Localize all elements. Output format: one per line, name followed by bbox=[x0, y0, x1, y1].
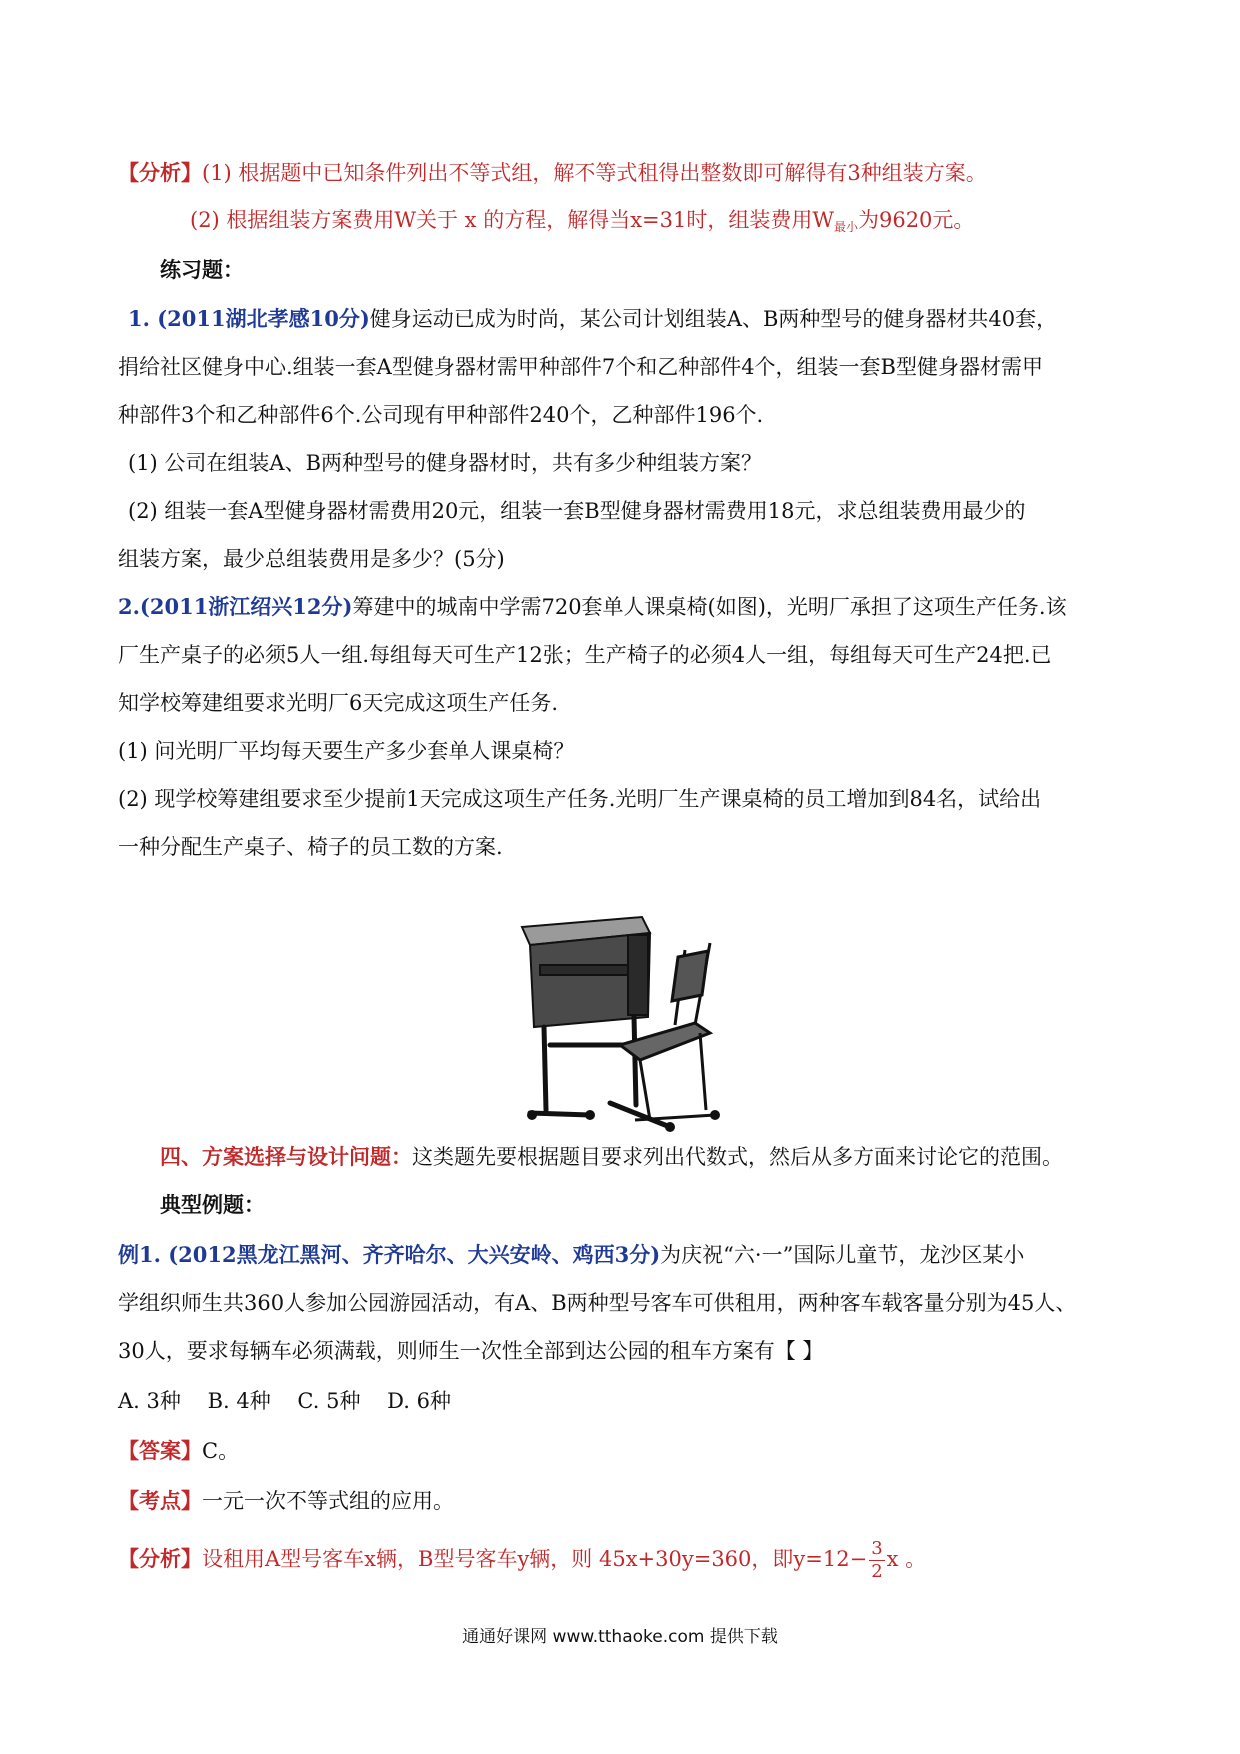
q1-part-2a: (2) 组装一套A型健身器材需费用20元，组装一套B型健身器材需费用18元，求总组装费用最少的 bbox=[128, 499, 1026, 523]
analysis-tag: 【分析】 bbox=[118, 160, 202, 185]
section4-title: 四、方案选择与设计问题： bbox=[160, 1144, 412, 1169]
typical-title: 典型例题： bbox=[160, 1192, 265, 1217]
desk-chair-image bbox=[510, 905, 742, 1135]
fraction-3-2: $\frac{3}{2}$ bbox=[871, 1538, 883, 1582]
analysis-line-2: (2) 根据组装方案费用W关于 x 的方程，解得当x=31时，组装费用$W_{最小}$为9620元。 bbox=[190, 208, 975, 234]
q2-line-2: 厂生产桌子的必须5人一组.每组每天可生产12张；生产椅子的必须4人一组，每组每天可生产24把.已 bbox=[118, 643, 1052, 667]
answer-tag: 【答案】 bbox=[118, 1438, 202, 1463]
analysis-line-1: 【分析】(1) 根据题中已知条件列出不等式组，解不等式租得出整数即可解得有3种组装方案。 bbox=[118, 160, 987, 185]
q1-head: 1. (2011湖北孝感10分) bbox=[128, 306, 370, 331]
q1-line-3: 种部件3个和乙种部件6个.公司现有甲种部件240个，乙种部件196个. bbox=[118, 403, 764, 427]
page-footer: 通通好课网 www.tthaoke.com 提供下载 bbox=[462, 1627, 778, 1647]
q1-line-1: 1. (2011湖北孝感10分)健身运动已成为时尚，某公司计划组装A、B两种型号的健身器材共40套， bbox=[128, 306, 1058, 331]
q2-part-2b: 一种分配生产桌子、椅子的员工数的方案. bbox=[118, 835, 503, 859]
q2-line-1: 2.(2011浙江绍兴12分)筹建中的城南中学需720套单人课桌椅(如图)，光明厂承担了这项生产任务.该 bbox=[118, 594, 1067, 619]
q2-head: 2.(2011浙江绍兴12分) bbox=[118, 594, 353, 619]
ex1-line-1: 例1. (2012黑龙江黑河、齐齐哈尔、大兴安岭、鸡西3分)为庆祝“六·一”国际儿童节，龙沙区某小 bbox=[118, 1242, 1025, 1267]
section4-line: 四、方案选择与设计问题：这类题先要根据题目要求列出代数式，然后从多方面来讨论它的范围。 bbox=[160, 1144, 1063, 1169]
point-tag: 【考点】 bbox=[118, 1488, 202, 1513]
analysis-tag-2: 【分析】 bbox=[118, 1546, 202, 1571]
practice-title: 练习题： bbox=[160, 257, 244, 282]
q2-part-2a: (2) 现学校筹建组要求至少提前1天完成这项生产任务.光明厂生产课桌椅的员工增加到84名，试给出 bbox=[118, 787, 1042, 811]
ex1-answer-line: 【答案】C。 bbox=[118, 1438, 240, 1463]
ex1-point-line: 【考点】一元一次不等式组的应用。 bbox=[118, 1488, 454, 1513]
q1-part-1: (1) 公司在组装A、B两种型号的健身器材时，共有多少种组装方案？ bbox=[128, 451, 763, 475]
q2-line-3: 知学校筹建组要求光明厂6天完成这项生产任务. bbox=[118, 691, 559, 715]
ex1-head: 例1. (2012黑龙江黑河、齐齐哈尔、大兴安岭、鸡西3分) bbox=[118, 1242, 661, 1267]
q1-line-2: 捐给社区健身中心.组装一套A型健身器材需甲种部件7个和乙种部件4个，组装一套B型健身器材需甲 bbox=[118, 355, 1043, 379]
q1-part-2b: 组装方案，最少总组装费用是多少？(5分) bbox=[118, 547, 505, 571]
ex1-line-3: 30人，要求每辆车必须满载，则师生一次性全部到达公园的租车方案有【 】 bbox=[118, 1339, 824, 1363]
ex1-options: A. 3种 B. 4种 C. 5种 D. 6种 bbox=[118, 1389, 451, 1413]
ex1-analysis-line: 【分析】设租用A型号客车x辆，B型号客车y辆，则 45x+30y=360，即y=12− $\frac{3}{2}$ x 。 bbox=[118, 1538, 927, 1582]
q2-part-1: (1) 问光明厂平均每天要生产多少套单人课桌椅？ bbox=[118, 739, 575, 763]
ex1-line-2: 学组织师生共360人参加公园游园活动，有A、B两种型号客车可供租用，两种客车载客量分别为45人、 bbox=[118, 1291, 1077, 1315]
